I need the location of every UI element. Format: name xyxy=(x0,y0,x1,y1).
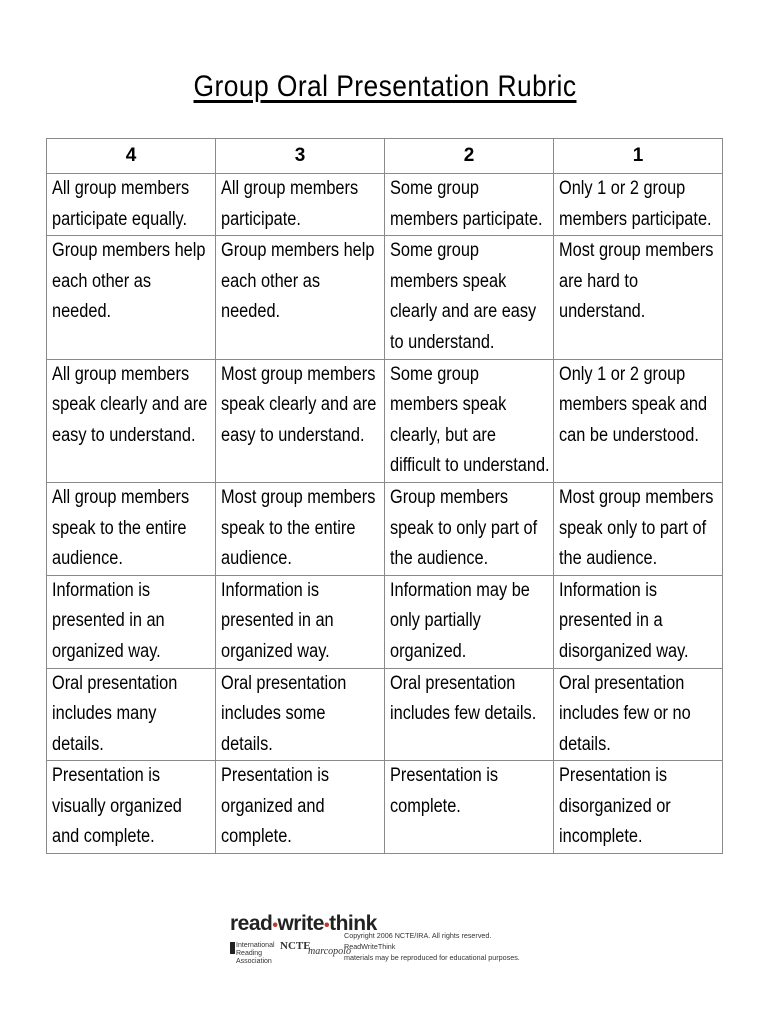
table-cell: Most group members are hard to understand. xyxy=(554,236,723,359)
table-cell: Most group members speak to the entire audience. xyxy=(216,482,385,575)
bullet-icon: • xyxy=(323,917,330,934)
table-row xyxy=(47,482,723,575)
ira-logo: International Reading Association xyxy=(236,942,275,965)
table-cell: All group members speak to the entire audience. xyxy=(47,482,216,575)
table-cell: Group members speak to only part of the audience. xyxy=(385,482,554,575)
table-cell: Presentation is disorganized or incomplete. xyxy=(554,761,723,854)
table-row xyxy=(47,761,723,854)
table-row xyxy=(47,359,723,482)
table-cell: Most group members speak only to part of the audience. xyxy=(554,482,723,575)
table-cell: Presentation is organized and complete. xyxy=(216,761,385,854)
table-cell: Some group members speak clearly and are easy to understand. xyxy=(385,236,554,359)
table-cell: Group members help each other as needed. xyxy=(216,236,385,359)
partner-logos xyxy=(230,940,351,965)
table-cell: Information is presented in an organized way. xyxy=(47,575,216,668)
table-header-row xyxy=(47,139,723,174)
copyright-notice: Copyright 2006 NCTE/IRA. All rights reserved. ReadWriteThink materials may be reproduced for educational purposes. xyxy=(344,931,520,962)
ira-arrow-icon xyxy=(230,942,235,954)
table-row xyxy=(47,575,723,668)
score-header-1: 1 xyxy=(554,139,723,174)
rubric-table xyxy=(46,138,723,854)
score-header-4: 4 xyxy=(47,139,216,174)
table-cell: Only 1 or 2 group members participate. xyxy=(554,174,723,236)
score-header-2: 2 xyxy=(385,139,554,174)
table-row xyxy=(47,236,723,359)
table-cell: Information is presented in an organized way. xyxy=(216,575,385,668)
footer xyxy=(230,912,540,964)
marcopolo-logo: marcopolo xyxy=(308,946,351,957)
table-cell: Only 1 or 2 group members speak and can be understood. xyxy=(554,359,723,482)
table-cell: Oral presentation includes few or no details. xyxy=(554,668,723,761)
table-cell: Oral presentation includes some details. xyxy=(216,668,385,761)
table-cell: All group members participate. xyxy=(216,174,385,236)
table-cell: Oral presentation includes few details. xyxy=(385,668,554,761)
table-cell: Information may be only partially organized. xyxy=(385,575,554,668)
table-cell: Presentation is complete. xyxy=(385,761,554,854)
ncte-logo: NCTE xyxy=(280,940,311,952)
bullet-icon: • xyxy=(272,917,278,934)
table-cell: Group members help each other as needed. xyxy=(47,236,216,359)
table-row xyxy=(47,174,723,236)
table-cell: Presentation is visually organized and complete. xyxy=(47,761,216,854)
table-cell: Some group members speak clearly, but are difficult to understand. xyxy=(385,359,554,482)
table-cell: Information is presented in a disorganized way. xyxy=(554,575,723,668)
table-cell: All group members participate equally. xyxy=(47,174,216,236)
table-cell: Oral presentation includes many details. xyxy=(47,668,216,761)
table-row xyxy=(47,668,723,761)
readwritethink-logo: read•write•think xyxy=(230,912,377,935)
table-cell: All group members speak clearly and are easy to understand. xyxy=(47,359,216,482)
table-cell: Some group members participate. xyxy=(385,174,554,236)
score-header-3: 3 xyxy=(216,139,385,174)
table-cell: Most group members speak clearly and are easy to understand. xyxy=(216,359,385,482)
page-title: Group Oral Presentation Rubric xyxy=(193,70,577,103)
